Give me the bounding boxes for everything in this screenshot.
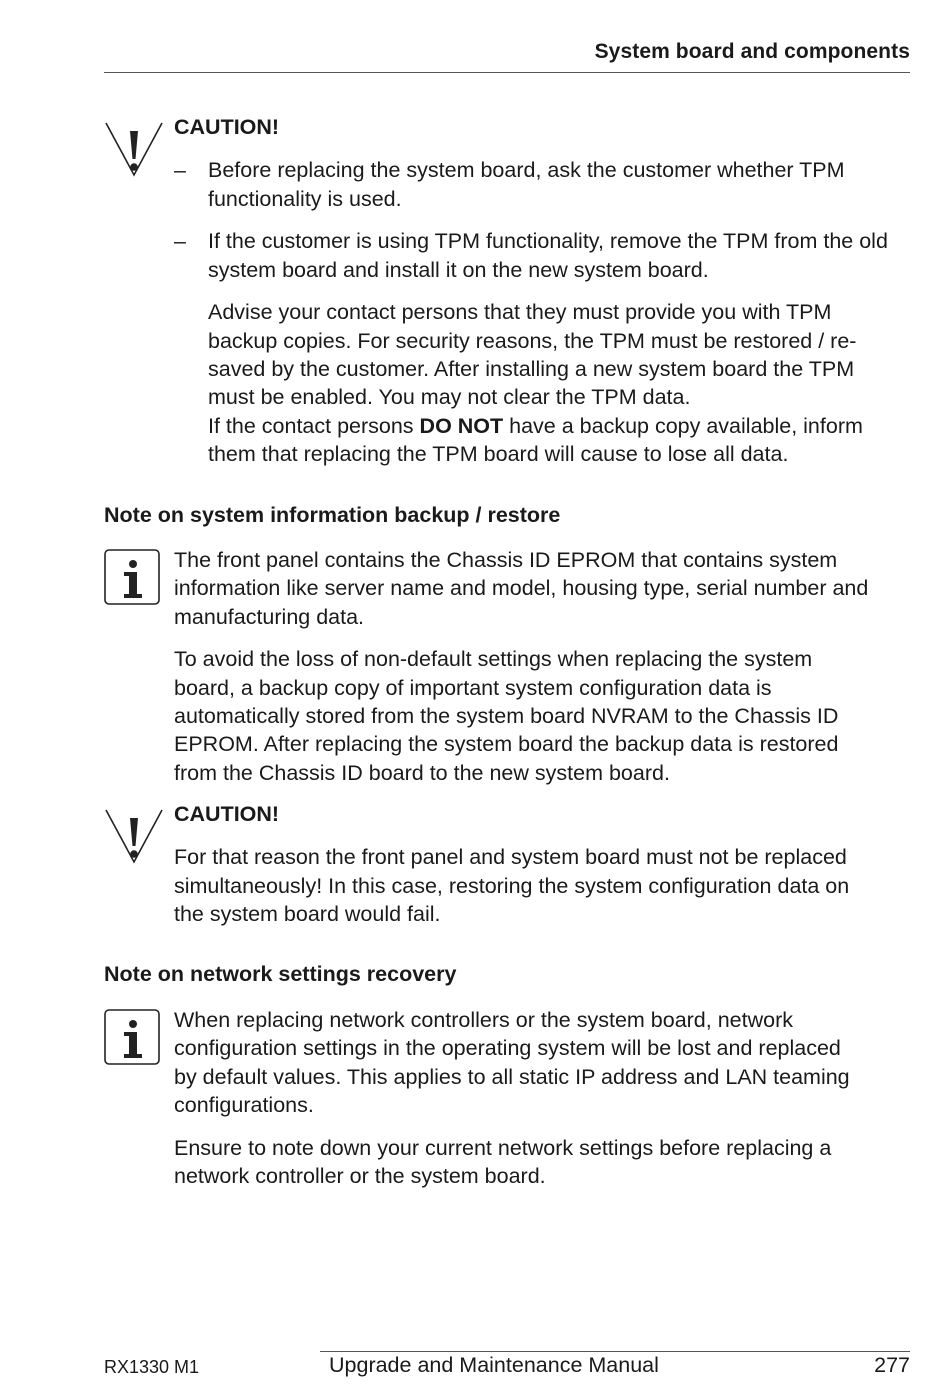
list-item [174,156,914,213]
caution-warning-icon [104,802,164,869]
advise-line: backup copies. For security reasons, the TPM must be restored / re- [208,328,857,353]
footer-manual-title: Upgrade and Maintenance Manual [329,1353,659,1377]
caution-item-text: If the customer is using TPM functionality, remove the TPM from the old system board and install it on the new system board. [208,229,888,282]
info-line: by default values. This applies to all static IP address and LAN teaming [174,1064,850,1089]
header-divider [104,72,910,73]
info-icon [104,1009,160,1072]
page-header-title: System board and components [594,40,910,63]
caution-item-text: Before replacing the system board, ask the customer whether TPM functionality is used. [208,158,845,211]
section-heading-backup-restore: Note on system information backup / restore [104,503,561,527]
info-line: information like server name and model, housing type, serial number and [174,576,869,601]
info-icon [104,549,160,612]
info-line: board, a backup copy of important system configuration data is [174,675,772,700]
dash-bullet: – [174,229,186,254]
info-line: automatically stored from the system board NVRAM to the Chassis ID [174,703,839,728]
caution-line: simultaneously! In this case, restoring the system configuration data on [174,873,850,898]
info-line: EPROM. After replacing the system board the backup data is restored [174,732,839,757]
info-line: configuration settings in the operating system will be lost and replaced [174,1036,841,1061]
advise-paragraph [174,298,914,468]
info-line: The front panel contains the Chassis ID EPROM that contains system [174,548,838,572]
footer-divider [320,1351,910,1352]
info-line: from the Chassis ID board to the new system board. [174,760,670,785]
advise-line: must be enabled. You may not clear the TPM data. [208,385,691,410]
caution-label: CAUTION! [174,115,280,139]
caution-line: the system board would fail. [174,901,441,926]
page-footer [104,1353,910,1383]
list-item [174,227,914,284]
info-line: configurations. [174,1092,314,1117]
info-line: When replacing network controllers or the system board, network [174,1008,793,1032]
dash-bullet: – [174,158,186,183]
caution-line: For that reason the front panel and system board must not be replaced [174,845,847,870]
info-line: network controller or the system board. [174,1163,546,1188]
do-not-emphasis: DO NOT [419,413,504,438]
info-line: Ensure to note down your current network settings before replacing a [174,1135,832,1160]
if-text-before: If the contact persons [208,413,420,438]
if-text-after: have a backup copy available, inform [503,413,863,438]
advise-line: saved by the customer. After installing a new system board the TPM [208,357,855,382]
advise-line: Advise your contact persons that they must provide you with TPM [208,300,832,325]
section-heading-network-recovery: Note on network settings recovery [104,962,457,986]
info-line: manufacturing data. [174,604,365,629]
if-contact-line [208,412,914,440]
footer-model: RX1330 M1 [104,1357,200,1377]
caution-warning-icon [104,115,164,182]
advise-line: them that replacing the TPM board will cause to lose all data. [208,441,789,466]
caution-label: CAUTION! [174,802,280,826]
page-number: 277 [874,1353,910,1377]
info-line: To avoid the loss of non-default settings when replacing the system [174,647,813,672]
